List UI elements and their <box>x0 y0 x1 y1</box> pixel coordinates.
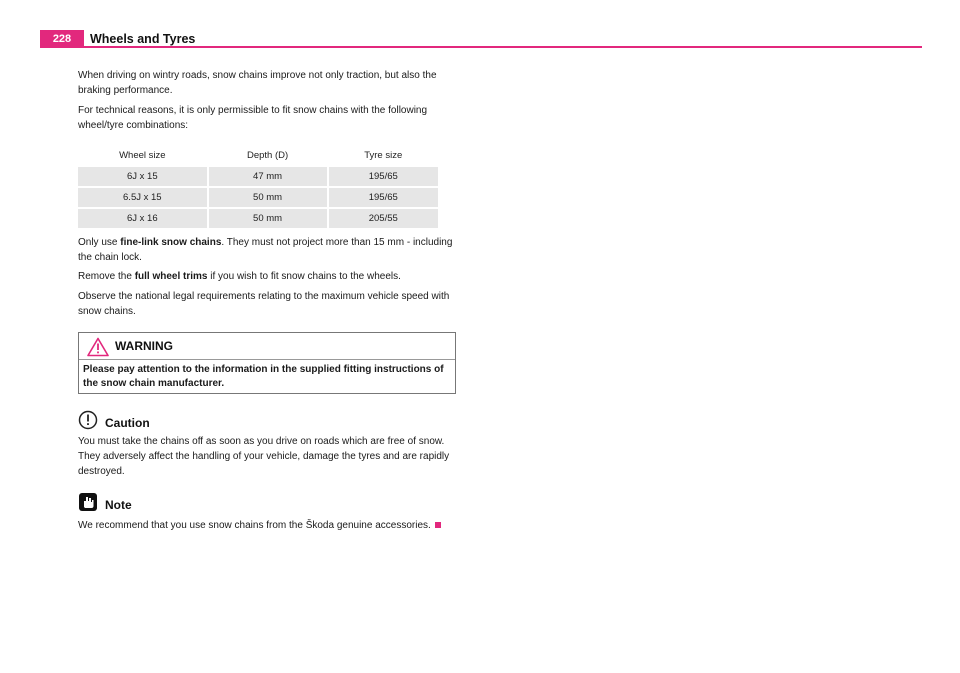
warning-triangle-icon <box>87 337 109 357</box>
note-hand-icon <box>78 492 98 512</box>
table-row <box>78 167 438 186</box>
intro-paragraph-2: For technical reasons, it is only permissible to fit snow chains with the following wheel/tyre combinations: <box>78 105 428 131</box>
body-paragraph-speed: Observe the national legal requirements relating to the maximum vehicle speed with snow chains. <box>78 291 450 317</box>
table-cell: 50 mm <box>207 188 327 207</box>
intro-paragraph-1: When driving on wintry roads, snow chains improve not only traction, but also the braking performance. <box>78 70 437 96</box>
table-cell: 6J x 16 <box>78 209 207 228</box>
warning-divider <box>79 359 455 360</box>
section-title: Wheels and Tyres <box>90 32 196 46</box>
bold-term: full wheel trims <box>134 271 208 282</box>
text-span: if you wish to fit snow chains to the wheels. <box>207 271 401 282</box>
header-rule <box>40 46 922 48</box>
body-paragraph-chains <box>78 235 458 265</box>
warning-box <box>78 332 456 394</box>
exclamation-circle-icon <box>78 410 98 430</box>
table-cell: 6.5J x 15 <box>78 188 207 207</box>
wheel-tyre-table <box>78 143 438 230</box>
caution-title: Caution <box>105 416 150 430</box>
end-of-section-marker <box>435 522 441 528</box>
warning-title: WARNING <box>115 339 173 353</box>
table-cell: 195/65 <box>327 188 439 207</box>
table-cell: 50 mm <box>207 209 327 228</box>
table-row <box>78 188 438 207</box>
table-cell: 6J x 15 <box>78 167 207 186</box>
column-header-wheel-size: Wheel size <box>119 149 166 161</box>
table-cell: 47 mm <box>207 167 327 186</box>
text-span: Only use <box>78 237 121 248</box>
column-header-tyre-size: Tyre size <box>327 145 439 165</box>
table-row <box>78 209 438 228</box>
column-header-depth: Depth (D) <box>207 145 327 165</box>
note-title: Note <box>105 498 132 512</box>
warning-header <box>79 333 455 359</box>
page-number: 228 <box>40 30 84 48</box>
table-header-row <box>78 145 438 165</box>
note-header <box>78 492 378 512</box>
caution-header <box>78 410 378 430</box>
bold-term: fine-link snow chains <box>120 237 222 248</box>
caution-text: You must take the chains off as soon as you drive on roads which are free of snow. They adversely affect the handling of your vehicle, damage the tyres and are rapidly destroyed. <box>78 436 450 477</box>
text-span: Remove the <box>78 271 135 282</box>
text-span: . They must not project more than 15 mm - including the chain lock. <box>78 237 453 263</box>
note-text-paragraph <box>78 518 458 533</box>
table-cell: 205/55 <box>327 209 439 228</box>
note-text: We recommend that you use snow chains from the Škoda genuine accessories. <box>78 520 431 531</box>
table-cell: 195/65 <box>327 167 439 186</box>
page-header <box>40 30 922 48</box>
body-paragraph-trims <box>78 269 458 284</box>
warning-text: Please pay attention to the information in the supplied fitting instructions of the snow chain manufacturer. <box>83 364 444 389</box>
